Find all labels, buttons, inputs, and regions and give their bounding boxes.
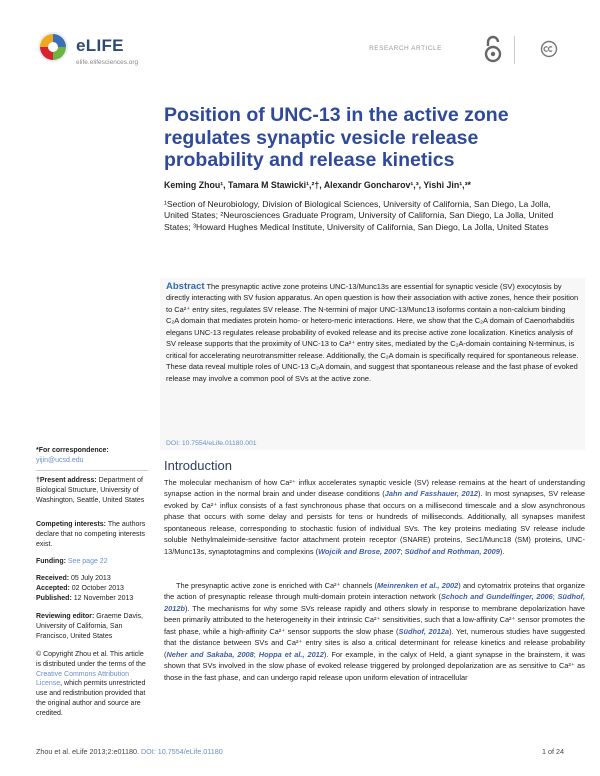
competing-interests-label: Competing interests: bbox=[36, 521, 107, 528]
correspondence-info bbox=[36, 446, 148, 466]
text-run: ). The mechanisms for why some SVs release rapidly and others slowly in response to membrane depolarization have been primarily attributed to the heterogeneity in their intrinsic Ca²⁺ sensitivities, such that a low-affinity Ca²⁺ sensor promotes the fast phase, while a high-affinity Ca²⁺ sensor supports the slow phase ( bbox=[164, 603, 585, 636]
citation-link[interactable]: Jahn and Fasshauer, 2012 bbox=[384, 489, 478, 499]
text-run: ). Yet, numerous studies have suggested that the distance between SVs and Ca²⁺ entry sites is also a critical determinant for release kinetics and release probability ( bbox=[164, 626, 586, 659]
citation-link[interactable]: Hoppa et al., 2012 bbox=[258, 649, 324, 659]
open-access-icon bbox=[482, 34, 504, 64]
received-label: Received: bbox=[36, 575, 70, 582]
footer-citation: Zhou et al. eLife 2013;2:e01180. bbox=[36, 747, 141, 756]
text-run: The molecular mechanism of how Ca²⁺ influx accelerates synaptic vesicle (SV) release remains at the heart of understanding synapse action in the normal brain and under disease conditions ( bbox=[164, 478, 585, 499]
intro-paragraph-2 bbox=[164, 580, 585, 683]
citation-link[interactable]: Südhof and Rothman, 2009 bbox=[404, 546, 500, 556]
license-link[interactable]: Creative Commons Attribution License bbox=[36, 670, 129, 688]
intro-paragraph-1 bbox=[164, 477, 585, 557]
article-type-label: RESEARCH ARTICLE bbox=[369, 45, 442, 52]
journal-header bbox=[0, 0, 600, 80]
citation-link[interactable]: Südhof, 2012a bbox=[398, 626, 450, 636]
elife-logo-icon bbox=[34, 30, 72, 64]
funding-link[interactable]: See page 22 bbox=[67, 558, 108, 565]
reviewing-editor bbox=[36, 612, 148, 641]
citation-link[interactable]: Meinrenken et al., 2002 bbox=[377, 581, 459, 590]
abstract bbox=[166, 281, 580, 384]
creative-commons-icon bbox=[540, 40, 558, 58]
accepted-date bbox=[36, 584, 148, 594]
competing-interests bbox=[36, 520, 148, 549]
present-address-value: Department of Biological Structure, University of Washington, Seattle, United States bbox=[36, 477, 145, 504]
page-number: 1 of 24 bbox=[542, 747, 564, 756]
text-run: ). bbox=[499, 546, 505, 556]
competing-interests-value: The authors declare that no competing interests exist. bbox=[36, 521, 146, 548]
text-run: ; bbox=[552, 592, 558, 602]
funding-info bbox=[36, 557, 148, 567]
copyright-text: Copyright Zhou et al. This article is distributed under the terms of the bbox=[36, 651, 146, 668]
citation-link[interactable]: Wojcik and Brose, 2007 bbox=[318, 546, 401, 556]
text-run: ; bbox=[400, 546, 405, 556]
funding-label: Funding: bbox=[36, 558, 66, 565]
text-run: ). For example, in the calyx of Held, a giant synapse in the brainstem, it was shown that SVs involved in the slow phase of evoked release triggered by prolonged depolarization are as sensitive to Ca²⁺ as those in the fast phase, and can undergo rapid release upon uniform elevation of intracellular bbox=[164, 649, 585, 682]
published-value: 12 November 2013 bbox=[71, 595, 134, 602]
text-run: ) and cytomatrix proteins that organize the action of presynaptic release through multi-domain protein interaction network ( bbox=[164, 581, 586, 602]
page-footer bbox=[36, 747, 223, 756]
article-title: Position of UNC-13 in the active zone regulates synaptic vesicle release probability and release kinetics bbox=[164, 104, 509, 171]
reviewing-editor-label: Reviewing editor: bbox=[36, 613, 95, 620]
reviewing-editor-value: Graeme Davis, University of California, San Francisco, United States bbox=[36, 613, 143, 640]
author-list: Keming Zhou¹, Tamara M Stawicki¹,²†, Alexandr Goncharov¹,³, Yishi Jin¹,³* bbox=[164, 180, 471, 190]
received-date bbox=[36, 574, 148, 584]
sidebar-divider bbox=[36, 470, 148, 471]
text-run: ; bbox=[253, 649, 259, 659]
received-value: 05 July 2013 bbox=[69, 575, 111, 582]
journal-logo-text: eLIFE bbox=[76, 36, 124, 55]
accepted-value: 02 October 2013 bbox=[69, 585, 124, 592]
published-label: Published: bbox=[36, 595, 72, 602]
citation-link[interactable]: Schoch and Gundelfinger, 2006 bbox=[440, 592, 553, 602]
footer-doi-link[interactable]: DOI: 10.7554/eLife.01180 bbox=[140, 747, 223, 756]
header-divider bbox=[514, 36, 515, 64]
introduction-heading: Introduction bbox=[164, 458, 232, 473]
abstract-text: The presynaptic active zone proteins UNC-13/Munc13s are essential for synaptic vesicle (SV) exocytosis by directly interacting with SV fusion apparatus. An open question is how their association with active zones, hence their position to Ca²⁺ entry sites, regulates SV release. The N-termini of major UNC-13/Munc13 isoforms contain a non-calcium binding C₂A domain that mediates protein homo- or hetero-meric interactions. Here, we show that the C₂A domain of Caenorhabditis elegans UNC-13 regulates release probability of evoked release and its precise active zone localization. Kinetics analysis of SV release supports that the proximity of UNC-13 to Ca²⁺ entry sites, mediated by the C₂A-domain containing N-terminus, is critical for accelerating neurotransmitter release. Additionally, the C₂A domain is specifically required for spontaneous release. These data reveal multiple roles of UNC-13 C₂A domain, and suggest that spontaneous release and the fast phase of evoked release may involve a common pool of SVs at the active zone. bbox=[166, 282, 579, 383]
text-run: ). In most synapses, SV release evoked by Ca²⁺ influx consists of a fast synchronous phase that occurs on a millisecond timescale and a slow asynchronous phase that occurs with some delay and persists for tens or hundreds of milliseconds. Additionally, all synapses manifest spontaneous release, corresponding to stochastic fusion of individual SVs. The key proteins mediating SV release include soluble Nethylmaleimide-sensitive factor attachment protein receptor (SNARE) proteins, Sec1/Munc18 (SM) proteins, UNC-13/Munc13s, synaptotagmins and complexins ( bbox=[164, 489, 586, 556]
accepted-label: Accepted: bbox=[36, 585, 70, 592]
copyright-text-end: , which permits unrestricted use and redistribution provided that the original author and source are credited. bbox=[36, 680, 146, 717]
copyright-icon: © bbox=[36, 651, 44, 658]
abstract-label: Abstract bbox=[166, 281, 205, 292]
journal-url[interactable]: elife.elifesciences.org bbox=[76, 59, 139, 66]
abstract-doi-link[interactable]: DOI: 10.7554/eLife.01180.001 bbox=[166, 440, 257, 447]
present-address bbox=[36, 476, 148, 505]
affiliations: ¹Section of Neurobiology, Division of Biological Sciences, University of California, San Diego, La Jolla, United States; ²Neurosciences Graduate Program, University of California, San Diego, La Jolla, United States; ³Howard Hughes Medical Institute, University of California, San Diego, La Jolla, United States bbox=[164, 199, 554, 232]
published-date bbox=[36, 594, 148, 604]
text-run: The presynaptic active zone is enriched with Ca²⁺ channels ( bbox=[176, 581, 378, 590]
citation-link[interactable]: Südhof, 2012b bbox=[164, 592, 586, 613]
copyright-notice bbox=[36, 650, 148, 719]
present-address-label: †Present address: bbox=[36, 477, 97, 484]
correspondence-email[interactable]: yijin@ucsd.edu bbox=[36, 456, 84, 464]
correspondence-label: *For correspondence: bbox=[36, 447, 109, 454]
citation-link[interactable]: Neher and Sakaba, 2008 bbox=[166, 649, 254, 659]
